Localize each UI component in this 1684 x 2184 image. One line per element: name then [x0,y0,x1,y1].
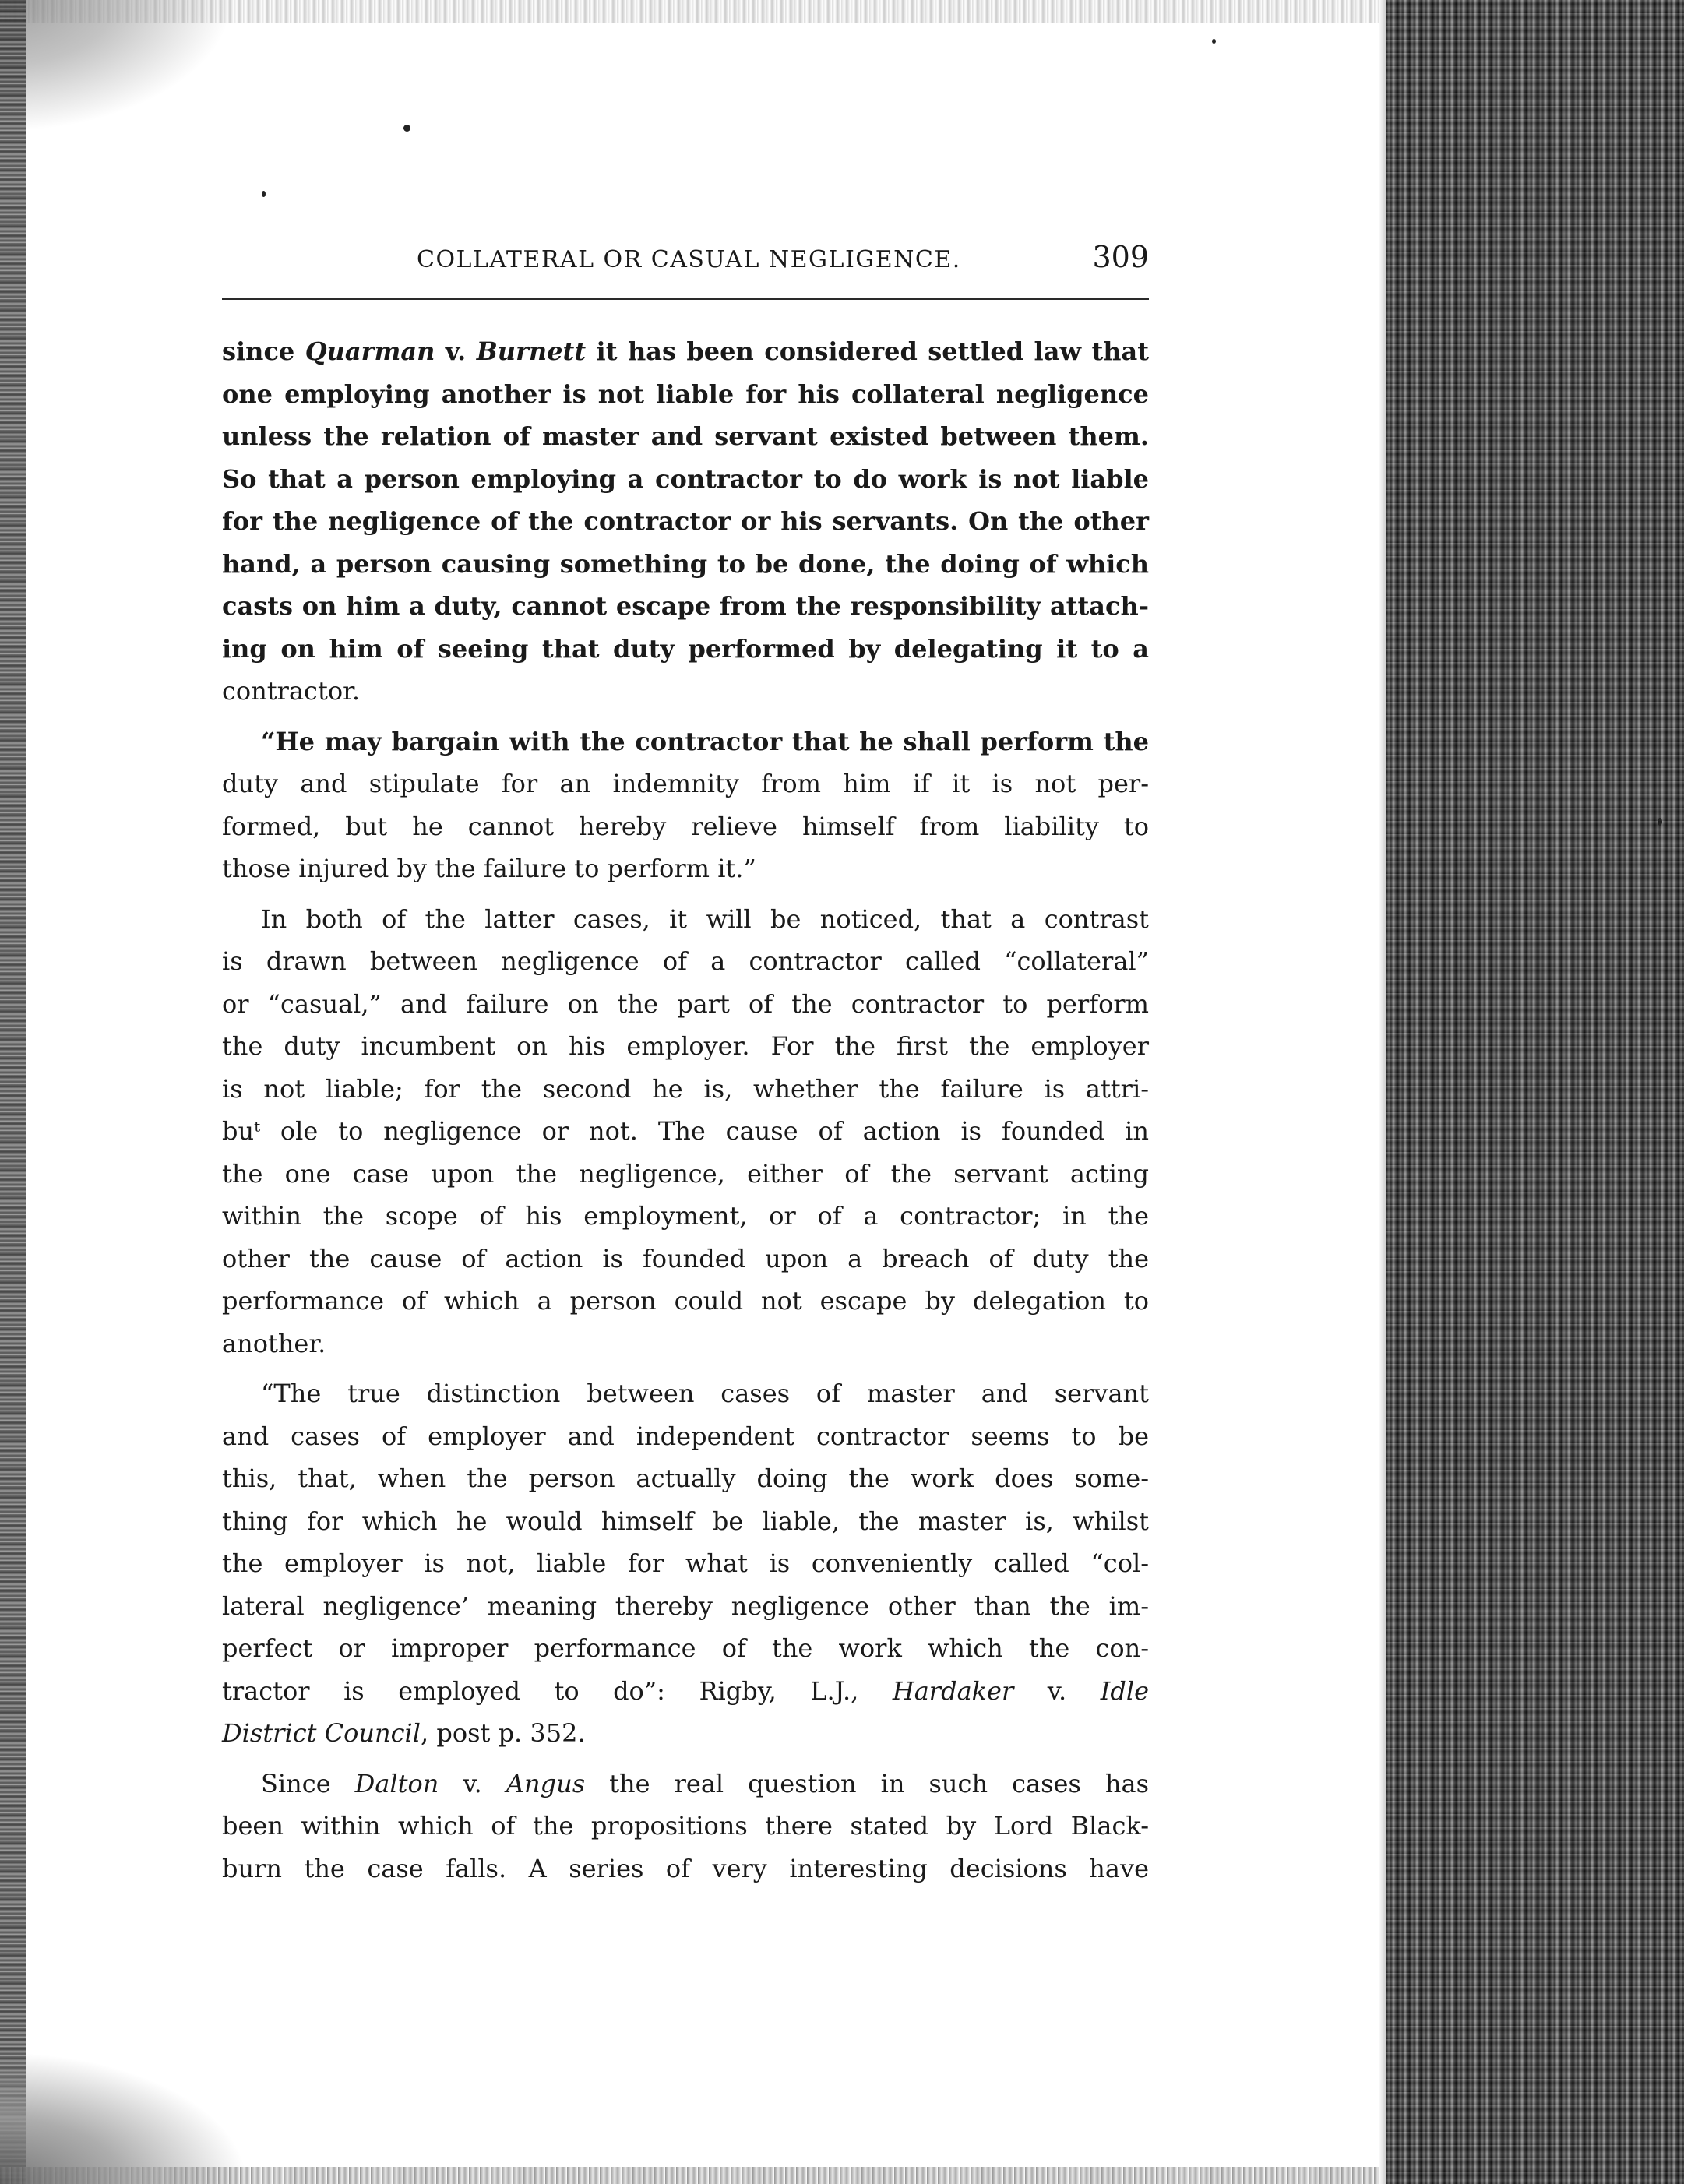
case-name: Dalton [354,1768,439,1798]
text-line: “He may bargain with the contractor that he shall perform the [261,726,1149,756]
text-line: lateral negligence’ meaning thereby negligence other than the im- [222,1590,1149,1621]
text-line: thing for which he would himself be liable, the master is, whilst [222,1506,1149,1536]
case-name: Quarman [305,336,435,366]
text-line: contractor. [222,676,361,706]
text-line: formed, but he cannot hereby relieve himself from liability to [222,811,1149,841]
paragraph [222,898,1149,1365]
case-name: Idle [1100,1675,1149,1706]
text-line: one employing another is not liable for his collateral negligence [222,379,1149,409]
text-line: within the scope of his employment, or of a contractor; in the [222,1201,1149,1231]
text-line: casts on him a duty, cannot escape from the responsibility attach- [222,591,1149,621]
text-line: or “casual,” and failure on the part of the contractor to perform [222,988,1149,1019]
text-line: perfect or improper performance of the work which the con- [222,1633,1149,1663]
paragraph [222,330,1149,713]
text-line: ing on him of seeing that duty performed by delegating it to a [222,633,1149,664]
case-name: Burnett [476,336,587,366]
scan-corner-shadow [0,0,234,132]
body-text [222,330,1149,1890]
text-line: is drawn between negligence of a contractor called “collateral” [222,946,1149,976]
text-line: and cases of employer and independent contractor seems to be [222,1421,1149,1451]
text-line: the employer is not, liable for what is conveniently called “col- [222,1548,1149,1578]
case-name: Angus [506,1768,586,1798]
header-rule [222,298,1149,300]
text-line: So that a person employing a contractor to do work is not liable [222,463,1149,494]
text-line: the one case upon the negligence, either of the servant acting [222,1158,1149,1189]
paragraph [222,720,1149,890]
text-line: In both of the latter cases, it will be noticed, that a contrast [261,904,1149,934]
text-line: been within which of the propositions there stated by Lord Black- [222,1811,1149,1841]
scan-right-noise [1386,0,1684,2184]
speck [1658,818,1662,826]
text-line: for the negligence of the contractor or his servants. On the other [222,506,1149,536]
scan-left-edge [0,0,26,2184]
text-line: Since Dalton v. Angus the real question in such cases has [261,1768,1149,1798]
paragraph [222,1763,1149,1890]
paragraph [222,1372,1149,1755]
page-number: 309 [1092,240,1149,274]
text-line: “The true distinction between cases of master and servant [261,1379,1149,1408]
text-line: unless the relation of master and servant existed between them. [222,421,1149,451]
text-line: duty and stipulate for an indemnity from him if it is not per- [222,769,1149,798]
text-line: the duty incumbent on his employer. For the first the employer [222,1031,1149,1061]
scan-corner-shadow-bottom [0,2052,249,2184]
text-line: buᵗ ole to negligence or not. The cause of action is founded in [222,1116,1149,1146]
speck [262,191,266,197]
speck [403,125,410,132]
text-line: this, that, when the person actually doing the work does some- [222,1464,1149,1493]
case-name: District Council [222,1718,421,1748]
case-name: Hardaker [892,1675,1014,1706]
text-line: District Council, post p. 352. [222,1718,586,1748]
speck [1212,39,1216,44]
text-line: hand, a person causing something to be done, the doing of which [222,548,1149,579]
text-line: is not liable; for the second he is, whether the failure is attri- [222,1073,1149,1104]
page-header [222,240,1149,287]
text-line: performance of which a person could not escape by delegation to [222,1286,1149,1316]
text-line: burn the case falls. A series of very interesting decisions have [222,1853,1149,1883]
text-line: another. [222,1328,326,1358]
text-line: those injured by the failure to perform it.” [222,854,756,883]
text-line: tractor is employed to do”: Rigby, L.J., Hardaker v. Idle [222,1675,1149,1706]
text-line: other the cause of action is founded upon a breach of duty the [222,1243,1149,1273]
running-title: COLLATERAL OR CASUAL NEGLIGENCE. [417,246,961,273]
text-line: since Quarman v. Burnett it has been considered settled law that [222,336,1150,366]
